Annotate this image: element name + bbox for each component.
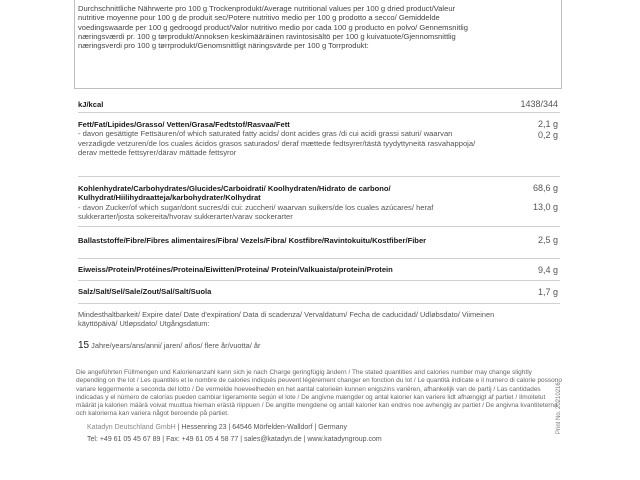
- address-text: | Hessenring 23 | 64546 Mörfelden-Walldorf | Germany: [175, 424, 348, 431]
- shelf-life-unit: Jahre/years/ans/anni/ jaren/ años/ flere år/vuotta/ år: [89, 341, 261, 350]
- divider: [78, 303, 560, 304]
- salt-label: Salz/Salt/Sel/Sale/Zout/Sal/Salt/Suola: [78, 287, 212, 296]
- divider: [78, 112, 560, 113]
- saturated-fat-value: 0,2 g: [537, 130, 558, 140]
- protein-row: [78, 265, 560, 274]
- shelf-life: [78, 340, 260, 351]
- contact-line: Tel: +49 61 05 45 67 89 | Fax: +49 61 05 4 58 77 | sales@katadyn.de | www.katadyngroup.com: [87, 436, 382, 443]
- fat-row: [78, 120, 560, 157]
- divider: [78, 176, 560, 177]
- print-code: Print No. 20210216: [556, 382, 562, 434]
- protein-label: Eiweiss/Protein/Protéines/Proteina/Eiwitten/Proteina/ Protein/Valkuaista/protein/Protein: [78, 265, 393, 274]
- intro-text: Durchschnittliche Nährwerte pro 100 g Trockenprodukt/Average nutritional values per 100 g dried product/Valeur nutritive moyenne pour 100 g de produit sec/Potere nutritivo medio per 100 g prodotto a secco/ Gemiddelde voedingswaarde per 100 g gedroogd product/Valor nutritivo medio por cada 100 g producto en polvo/ Gennemsnitlig næringsværdi pr. 100 g tørprodukt/Annoksen keskimääräinen ravintosisältö per 100 g kuivatuote/Gjennomsnittlig næringsverdi pro 100 g tørrprodukt/Genomsnittligt näringsvärde per 100 g Torrprodukt:: [78, 4, 468, 51]
- divider: [78, 280, 560, 281]
- fibre-row: [78, 236, 560, 245]
- divider: [78, 226, 560, 227]
- protein-value: 9,4 g: [537, 265, 558, 275]
- energy-value: 1438/344: [520, 99, 558, 109]
- company-name: Katadyn Deutschland GmbH: [87, 424, 176, 431]
- sugar-value: 13,0 g: [532, 202, 558, 212]
- sugar-sub-label: - davon Zucker/of which sugar/dont sucres/di cui: zuccheri/ waarvan suikers/de los cuales azúcares/ heraf sukkerarter/josta sokereita/hvorav sukkerarter/varav sockerarter: [78, 202, 434, 221]
- salt-value: 1,7 g: [537, 287, 558, 297]
- carbs-row: [78, 184, 560, 221]
- fibre-value: 2,5 g: [537, 235, 558, 245]
- divider: [78, 258, 560, 259]
- salt-row: [78, 287, 560, 296]
- best-before-label: Mindesthaltbarkeit/ Expire date/ Date d'expiration/ Data di scadenza/ Vervaldatum/ Fecha de caducidad/ Udløbsdato/ Viimeinen käyttöpäivä/ Utløpsdato/ Utgångsdatum:: [78, 310, 495, 329]
- energy-row: [78, 100, 560, 109]
- energy-label: kJ/kcal: [78, 100, 104, 109]
- shelf-life-number: 15: [78, 340, 90, 351]
- fat-sub-label: - davon gesättigte Fettsäuren/of which saturated fatty acids/ dont acides gras /di cui acidi grassi saturi/ waarvan verzadigde vetzuren/de los cuales ácidos grasos saturados/ deraf mættede fedtsyrer/tästä tyydyttyneitä rasvahappoja/ derav mettede fettsyrer/därav mättade fettsyror: [78, 129, 476, 157]
- disclaimer-text: Die angeführten Füllmengen und Kalorienanzahl kann sich je nach Charge geringfügig ändern / The stated quantities and calories number may change slightly depending on the lot / Les quantités et le nombre de calories indiqués peuvent légèrement changer en fonction du lot / Le quantità indicate e il numero di calorie possono variare leggermente a seconda del lotto / De vermelde hoeveelheden en het aantal calorieën kunnen enigszins variëren, afhankelijk van de partij / Las cantidades indicadas y el número de calorías pueden cambiar ligeramente según el lote / De angivne mængder og antal kalorier kan variere lidt afhængigt af partiet / Ilmoitetut määrät ja kalorien määrä voivat muuttua hieman erästä riippuen / De angitte mengdene og antall kalorier kan endres noe avhengig av partiet / De angivna kvantiteterna och kalorierna kan variera något beroende på partiet.: [76, 369, 563, 418]
- fibre-label: Ballaststoffe/Fibre/Fibres alimentaires/Fibra/ Vezels/Fibra/ Kostfibre/Ravintokuitu/Kostfiber/Fiber: [78, 236, 427, 245]
- carbs-value: 68,6 g: [532, 183, 558, 193]
- fat-value: 2,1 g: [537, 119, 558, 129]
- company-address: [87, 424, 347, 431]
- carbs-label: Kohlenhydrate/Carbohydrates/Glucides/Carboidrati/ Koolhydraten/Hidrato de carbono/ Kulhydrat/Hiilihydraatteja/karbohydrater/Kolhydrat: [78, 184, 391, 203]
- fat-label: Fett/Fat/Lipides/Grasso/ Vetten/Grasa/Fedtstof/Rasvaa/Fett: [78, 120, 290, 129]
